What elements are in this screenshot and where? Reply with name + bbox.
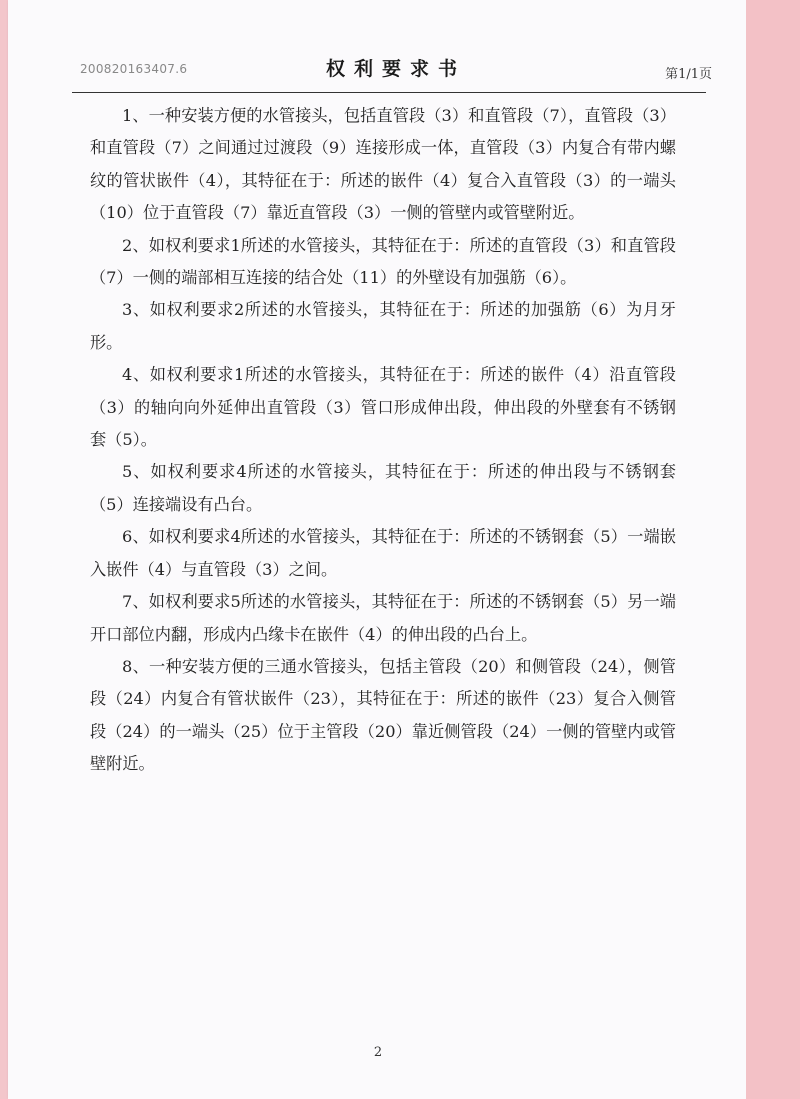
claim-7: 7、如权利要求5所述的水管接头，其特征在于：所述的不锈钢套（5）另一端开口部位内翻，形成内凸缘卡在嵌件（4）的伸出段的凸台上。	[90, 592, 676, 644]
claim-4: 4、如权利要求1所述的水管接头，其特征在于：所述的嵌件（4）沿直管段（3）的轴向向外延伸出直管段（3）管口形成伸出段，伸出段的外壁套有不锈钢套（5）。	[90, 365, 676, 450]
page-header	[80, 50, 712, 86]
header-divider	[72, 92, 706, 93]
claim-5: 5、如权利要求4所述的水管接头，其特征在于：所述的伸出段与不锈钢套（5）连接端设有凸台。	[90, 462, 676, 514]
claim-6: 6、如权利要求4所述的水管接头，其特征在于：所述的不锈钢套（5）一端嵌入嵌件（4）与直管段（3）之间。	[90, 527, 676, 579]
page-indicator: 第1/1页	[665, 67, 712, 82]
claim-2: 2、如权利要求1所述的水管接头，其特征在于：所述的直管段（3）和直管段（7）一侧的端部相互连接的结合处（11）的外壁设有加强筋（6）。	[90, 235, 676, 288]
claims-list	[90, 100, 676, 781]
claim-1: 1、一种安装方便的水管接头，包括直管段（3）和直管段（7），直管段（3）和直管段（7）之间通过过渡段（9）连接形成一体，直管段（3）内复合有带内螺纹的管状嵌件（4），其特征在于：所述的嵌件（4）复合入直管段（3）的一端头（10）位于直管段（7）靠近直管段（3）一侧的管壁内或管壁附近。	[90, 106, 676, 223]
claim-3: 3、如权利要求2所述的水管接头，其特征在于：所述的加强筋（6）为月牙形。	[90, 300, 676, 352]
page-number: 2	[373, 1045, 383, 1060]
claim-8: 8、一种安装方便的三通水管接头，包括主管段（20）和侧管段（24），侧管段（24）内复合有管状嵌件（23），其特征在于：所述的嵌件（23）复合入侧管段（24）的一端头（25）位于主管段（20）靠近侧管段（24）一侧的管壁内或管壁附近。	[90, 656, 676, 774]
background-margin	[746, 0, 800, 1099]
page-title: 权利要求书	[325, 58, 466, 80]
application-number: 200820163407.6	[80, 62, 188, 76]
